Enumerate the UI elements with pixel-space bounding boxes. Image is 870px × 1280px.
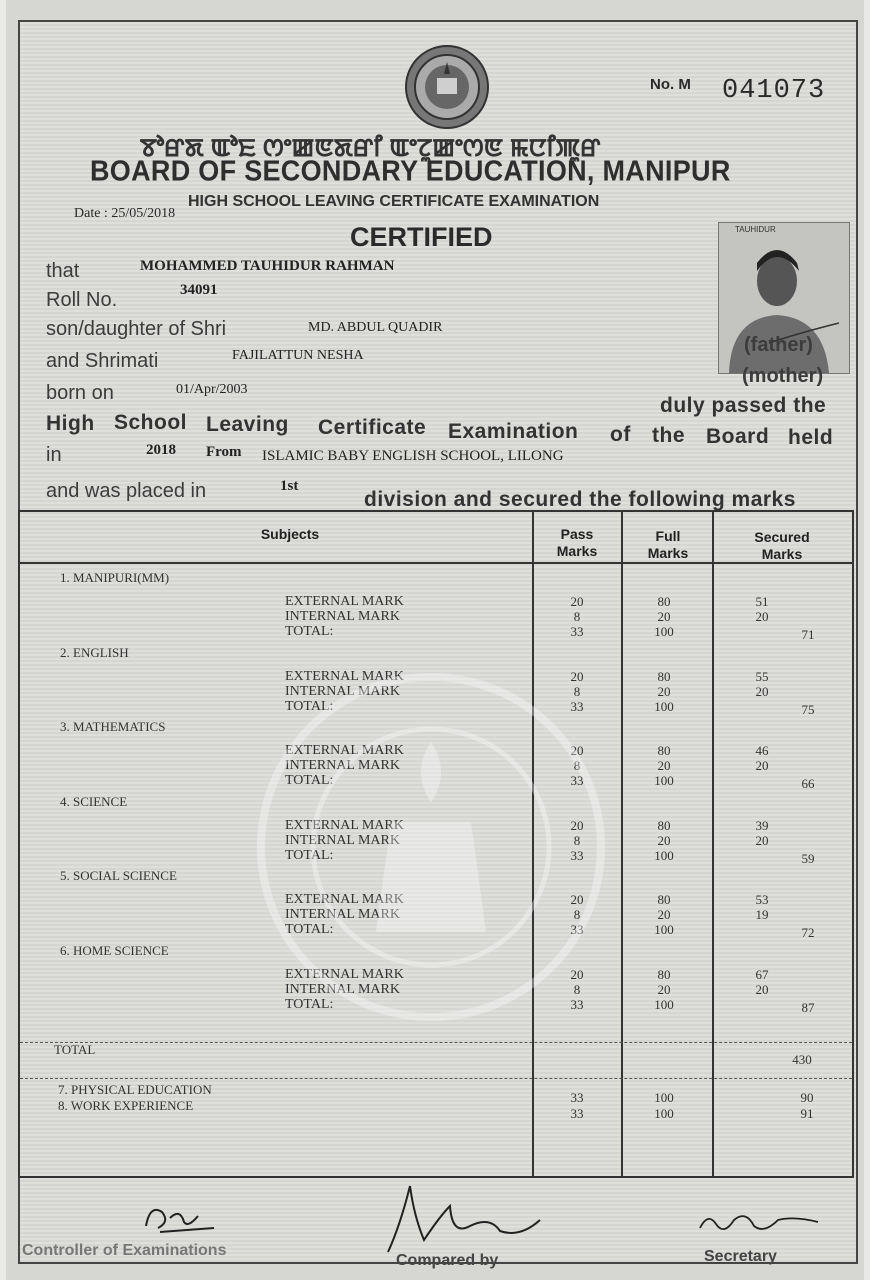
mother-suffix: (mother) [742,365,824,387]
that-label: that [46,260,80,282]
secured-internal: 20 [755,832,769,848]
roll-label: Roll No. [46,289,118,311]
pass-mark: 8 [573,683,581,699]
exam-title: HIGH SCHOOL LEAVING CERTIFICATE EXAMINATION [188,193,600,210]
pass-mark: 8 [573,907,581,922]
division: 1st [280,478,299,494]
mark-component: TOTAL: [285,996,334,1012]
full-mark: 100 [654,624,674,639]
extra-pass: 33 [570,1106,584,1121]
certificate-sheet [6,0,864,1280]
pass-mark: 20 [570,668,584,684]
secured-total: 75 [801,701,815,717]
secured-external: 51 [755,594,769,609]
line-word-examination: Examination [448,420,579,443]
pass-mark: 33 [570,698,584,714]
mark-component: TOTAL: [285,922,334,937]
line-word-school: School [114,411,188,434]
mark-component: INTERNAL MARK [285,832,400,848]
full-mark: 20 [657,609,671,624]
full-mark: 100 [654,698,674,714]
extras-divider [20,1078,852,1079]
pass-mark: 20 [570,892,584,907]
mother-label: and Shrimati [46,350,159,372]
pass-mark: 33 [570,847,584,863]
father-suffix: (father) [744,334,813,356]
secured-internal: 20 [755,609,769,624]
full-mark: 20 [657,832,671,848]
subject-name: 2. ENGLISH [60,644,129,660]
pass-mark: 33 [570,996,584,1012]
secured-total: 72 [801,925,815,940]
compared-by-label: Compared by [396,1252,499,1269]
full-mark: 100 [654,773,674,788]
full-mark: 80 [657,668,671,684]
pass-mark: 8 [573,758,581,773]
full-mark: 20 [657,683,671,699]
full-mark: 100 [654,922,674,937]
pass-mark: 8 [573,832,581,848]
pass-mark: 33 [570,922,584,937]
full-mark: 80 [657,966,671,982]
subject-name: 1. MANIPURI(MM) [60,570,170,585]
column-divider [712,512,714,1176]
pass-mark: 33 [570,624,584,639]
line-word-of: of [610,423,631,446]
full-mark: 80 [657,892,671,907]
board-title: BOARD OF SECONDARY EDUCATION, MANIPUR [90,155,731,187]
placed-label: and was placed in [46,480,207,502]
from-label: From [206,444,242,460]
board-seal-watermark-icon [256,672,606,1022]
student-name: MOHAMMED TAUHIDUR RAHMAN [140,258,395,274]
pass-mark: 20 [570,966,584,982]
pass-mark: 20 [570,594,584,609]
full-mark: 80 [657,594,671,609]
line-word-board: Board [706,425,770,448]
secured-external: 39 [755,817,769,833]
photo-caption: TAUHIDUR [735,225,776,234]
pass-mark: 8 [573,609,581,624]
mark-component: TOTAL: [285,624,334,639]
school-name: ISLAMIC BABY ENGLISH SCHOOL, LILONG [262,448,564,464]
full-mark: 80 [657,817,671,833]
division-text: division and secured the following marks [364,488,796,511]
subjects-header: Subjects [260,526,320,542]
father-label: son/daughter of Shri [46,318,227,340]
mark-component: EXTERNAL MARK [285,594,404,609]
mark-component: EXTERNAL MARK [285,892,404,907]
in-label: in [46,444,62,466]
full-mark: 100 [654,996,674,1012]
pass-mark: 8 [573,981,581,997]
line-word-high: High [46,412,95,435]
secured-internal: 20 [755,758,769,773]
father-name: MD. ABDUL QUADIR [308,320,443,335]
extra-subject-name: 8. WORK EXPERIENCE [58,1098,194,1113]
full-marks-header: Full Marks [647,528,689,561]
certificate-no-label: No. M [650,76,691,93]
total-divider [20,1042,852,1043]
full-mark: 20 [657,981,671,997]
pass-mark: 20 [570,817,584,833]
roll-number: 34091 [180,282,218,298]
column-divider [621,512,623,1176]
mark-component: EXTERNAL MARK [285,743,404,758]
extra-secured: 90 [800,1090,814,1105]
subject-name: 4. SCIENCE [60,793,128,809]
issue-date: Date : 25/05/2018 [74,206,176,221]
extra-full: 100 [654,1106,674,1121]
subject-name: 5. SOCIAL SCIENCE [60,868,177,883]
pass-marks-header: Pass Marks [556,526,598,559]
mark-component: TOTAL: [285,698,334,714]
secured-external: 55 [755,668,769,684]
line-word-leaving: Leaving [206,413,289,436]
full-mark: 100 [654,847,674,863]
compared-signature-icon [380,1176,550,1256]
mark-component: EXTERNAL MARK [285,817,404,833]
passed-text: duly passed the [660,394,827,417]
extra-secured: 91 [800,1106,814,1121]
pass-mark: 20 [570,743,584,758]
line-word-the: the [652,424,685,447]
line-word-certificate: Certificate [318,416,427,439]
secured-total: 71 [801,627,815,642]
board-emblem-icon [404,44,490,130]
mother-name: FAJILATTUN NESHA [232,348,364,363]
full-mark: 20 [657,758,671,773]
mark-component: INTERNAL MARK [285,907,400,922]
secured-external: 67 [755,966,769,982]
secured-external: 46 [755,743,769,758]
secured-internal: 20 [755,683,769,699]
manipuri-script-title: ꯕꯣꯔꯗ ꯑꯣꯐ ꯁꯦꯀꯟꯗꯔꯤ ꯑꯦꯖꯨꯀꯦꯁꯟ ꯃꯅꯤꯄꯨꯔ [140,134,601,162]
extra-pass: 33 [570,1090,584,1105]
secured-internal: 19 [755,907,769,922]
grand-total-label: TOTAL [54,1042,96,1057]
secretary-signature-icon [694,1206,824,1242]
controller-label: Controller of Examinations [22,1242,227,1259]
line-word-held: held [788,426,834,449]
date-of-birth: 01/Apr/2003 [176,382,248,397]
secured-marks-header: Secured Marks [754,529,810,562]
controller-signature-icon [140,1198,220,1238]
secured-total: 59 [801,850,815,866]
subject-name: 3. MATHEMATICS [60,719,166,734]
mark-component: TOTAL: [285,847,334,863]
secured-total: 66 [801,776,815,791]
exam-year: 2018 [146,442,176,458]
mark-component: INTERNAL MARK [285,981,400,997]
mark-component: INTERNAL MARK [285,758,400,773]
mark-component: INTERNAL MARK [285,683,400,699]
born-label: born on [46,382,114,404]
full-mark: 20 [657,907,671,922]
secured-total: 87 [801,999,815,1015]
grand-total-value: 430 [792,1052,812,1067]
mark-component: EXTERNAL MARK [285,668,404,684]
full-mark: 80 [657,743,671,758]
certificate-number: 041073 [722,76,826,106]
certified-heading: CERTIFIED [350,222,493,252]
secured-external: 53 [755,892,769,907]
subject-name: 6. HOME SCIENCE [60,942,169,958]
mark-component: INTERNAL MARK [285,609,400,624]
extra-subject-name: 7. PHYSICAL EDUCATION [58,1082,212,1097]
mark-component: EXTERNAL MARK [285,966,404,982]
extra-full: 100 [654,1090,674,1105]
secretary-label: Secretary [704,1248,777,1265]
pass-mark: 33 [570,773,584,788]
secured-internal: 20 [755,981,769,997]
mark-component: TOTAL: [285,773,334,788]
